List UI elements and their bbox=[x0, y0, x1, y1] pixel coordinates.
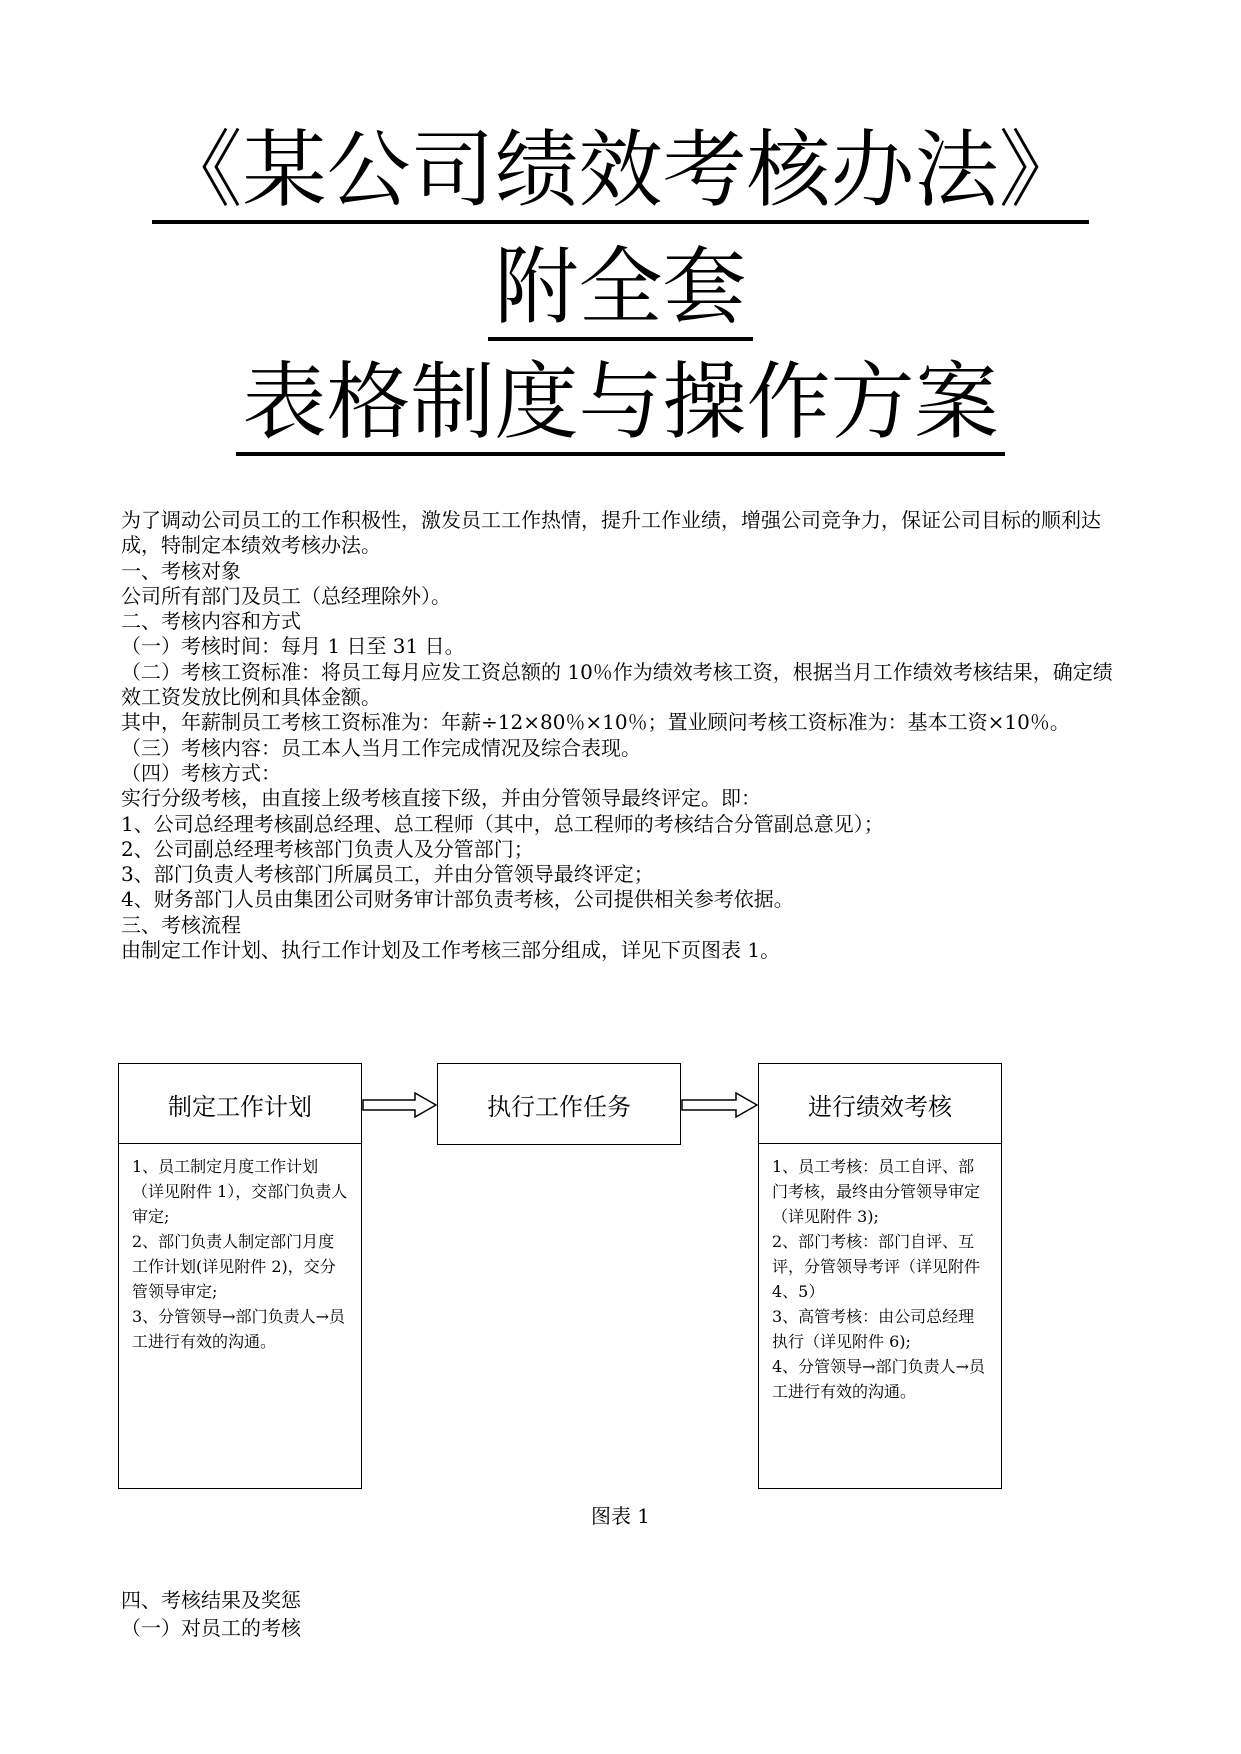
section-heading: 一、考核对象 bbox=[121, 558, 241, 583]
detail-item: 1、员工考核：员工自评、部门考核，最终由分管领导审定（详见附件 3); bbox=[772, 1157, 981, 1226]
list-item: 2、公司副总经理考核部门负责人及分管部门； bbox=[121, 836, 534, 861]
document-title-line-3: 表格制度与操作方案 bbox=[0, 352, 1241, 456]
detail-item: 2、部门负责人制定部门月度工作计划(详见附件 2)，交分管领导审定; bbox=[132, 1232, 336, 1301]
flow-arrow-right-icon bbox=[362, 1092, 437, 1118]
section-heading: 四、考核结果及奖惩 bbox=[121, 1588, 301, 1612]
section-heading: 二、考核内容和方式 bbox=[121, 609, 301, 634]
detail-item: 3、分管领导→部门负责人→员工进行有效的沟通。 bbox=[132, 1307, 345, 1351]
flow-box-plan: 制定工作计划 bbox=[118, 1063, 362, 1145]
paragraph: 其中，年薪制员工考核工资标准为：年薪÷12×80％×10％；置业顾问考核工资标准为：基本工资×10％。 bbox=[121, 710, 1070, 735]
paragraph: （一）考核时间：每月 1 日至 31 日。 bbox=[121, 634, 465, 659]
intro-paragraph: 为了调动公司员工的工作积极性，激发员工工作热情，提升工作业绩，增强公司竞争力，保证公司目标的顺利达成，特制定本绩效考核办法。 bbox=[121, 508, 1101, 558]
paragraph: （二）考核工资标准：将员工每月应发工资总额的 10％作为绩效考核工资，根据当月工作绩效考核结果，确定绩效工资发放比例和具体金额。 bbox=[121, 659, 1113, 710]
paragraph: 实行分级考核，由直接上级考核直接下级，并由分管领导最终评定。即： bbox=[121, 786, 761, 811]
detail-item: 2、部门考核：部门自评、互评，分管领导考评（详见附件 4、5） bbox=[772, 1232, 981, 1301]
paragraph: （三）考核内容：员工本人当月工作完成情况及综合表现。 bbox=[121, 735, 641, 760]
detail-item: 4、分管领导→部门负责人→员工进行有效的沟通。 bbox=[772, 1357, 985, 1401]
section-heading: 三、考核流程 bbox=[121, 912, 241, 937]
document-title-line-2: 附全套 bbox=[0, 237, 1241, 341]
paragraph: 由制定工作计划、执行工作计划及工作考核三部分组成，详见下页图表 1。 bbox=[121, 938, 781, 963]
paragraph: （一）对员工的考核 bbox=[121, 1616, 301, 1640]
flow-detail-evaluate bbox=[758, 1143, 1002, 1489]
list-item: 3、部门负责人考核部门所属员工，并由分管领导最终评定； bbox=[121, 862, 654, 887]
flow-arrow-right-icon bbox=[681, 1092, 758, 1118]
flow-box-execute: 执行工作任务 bbox=[437, 1063, 681, 1145]
document-body bbox=[121, 508, 1131, 963]
detail-item: 1、员工制定月度工作计划（详见附件 1），交部门负责人审定; bbox=[132, 1157, 348, 1226]
figure-caption: 图表 1 bbox=[590, 1504, 651, 1528]
paragraph: 公司所有部门及员工（总经理除外）。 bbox=[121, 583, 451, 608]
flow-detail-plan bbox=[118, 1143, 362, 1489]
list-item: 1、公司总经理考核副总经理、总工程师（其中，总工程师的考核结合分管副总意见）； bbox=[121, 811, 884, 836]
detail-item: 3、高管考核：由公司总经理执行（详见附件 6); bbox=[772, 1307, 975, 1351]
document-title-line-1: 《某公司绩效考核办法》 bbox=[0, 120, 1241, 224]
paragraph: （四）考核方式： bbox=[121, 760, 281, 785]
list-item: 4、财务部门人员由集团公司财务审计部负责考核，公司提供相关参考依据。 bbox=[121, 887, 794, 912]
document-body-continued bbox=[121, 1586, 301, 1642]
flow-box-evaluate: 进行绩效考核 bbox=[758, 1063, 1002, 1145]
